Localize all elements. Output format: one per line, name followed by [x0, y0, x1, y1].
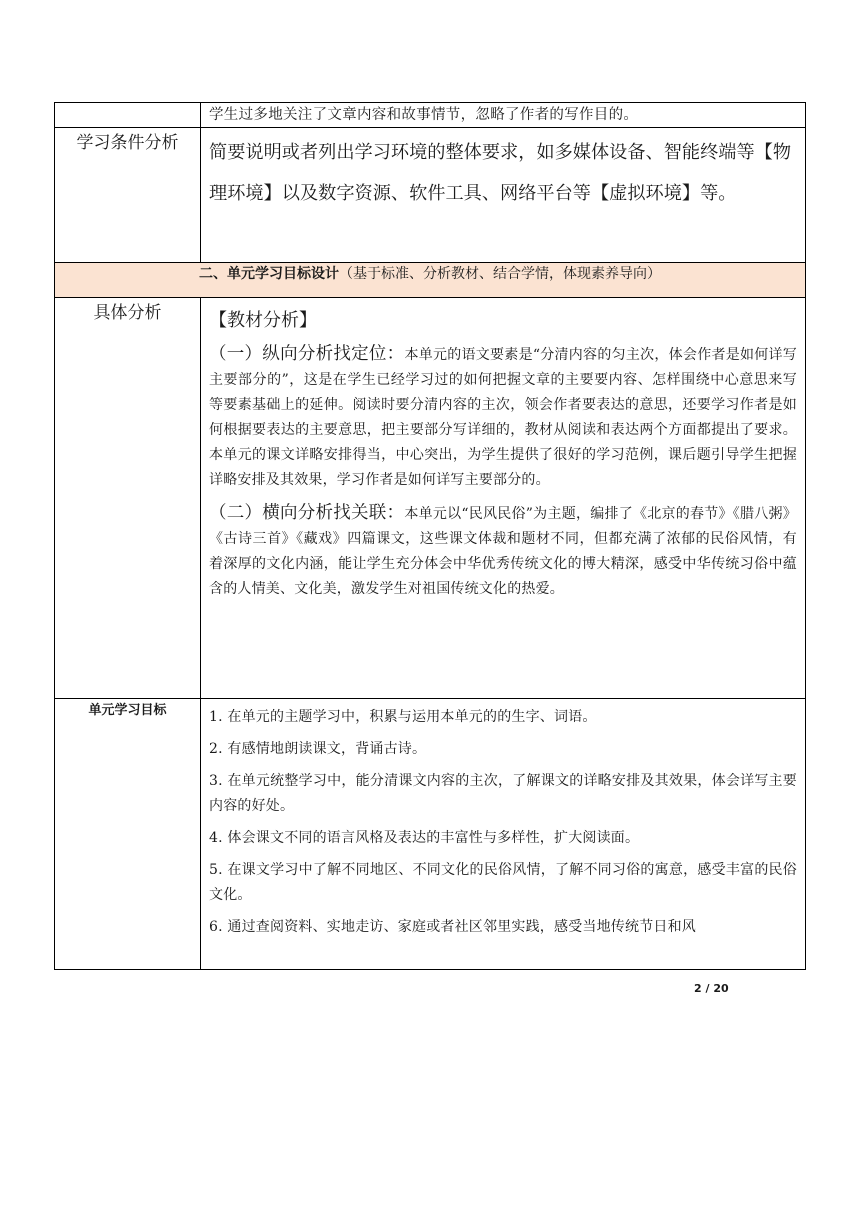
- empty-label-cell: [55, 103, 201, 128]
- analysis-part2: [209, 501, 797, 602]
- learning-conditions-label: 学习条件分析: [55, 128, 201, 263]
- table-row: [55, 103, 806, 128]
- table-row: [55, 298, 806, 699]
- goal-item: 3. 在单元统整学习中，能分清课文内容的主次，了解课文的详略安排及其效果，体会详写主要内容的好处。: [209, 773, 797, 814]
- learning-conditions-cell: [201, 128, 806, 263]
- goal-item: 1. 在单元的主题学习中，积累与运用本单元的的生字、词语。: [209, 709, 597, 725]
- table-row: [55, 128, 806, 263]
- student-analysis-tail-cell: [201, 103, 806, 128]
- section-header-subtitle: （基于标准、分析教材、结合学情，体现素养导向）: [339, 266, 661, 282]
- goal-item: 6. 通过查阅资料、实地走访、家庭或者社区邻里实践，感受当地传统节日和风: [209, 919, 697, 935]
- analysis-part1-text: 本单元的语文要素是“分清内容的匀主次，体会作者是如何详写主要部分的”，这是在学生已经学习过的如何把握文章的主要要内容、怎样围绕中心意思来写等要素基础上的延伸。阅读时要分清内容的主次，领会作者要表达的意思，还要学习作者是如何根据要表达的主要意思，把主要部分写详细的，教材从阅读和表达两个方面都提出了要求。本单元的课文详略安排得当，中心突出，为学生提供了很好的学习范例，课后题引导学生把握详略安排及其效果，学习作者是如何详写主要部分的。: [209, 347, 797, 488]
- table-row: [55, 699, 806, 970]
- student-analysis-tail-text: 学生过多地关注了文章内容和故事情节，忽略了作者的写作目的。: [209, 107, 639, 123]
- page-number: 2 / 20: [694, 982, 729, 995]
- goals-cell: [201, 699, 806, 970]
- section-header-row: [55, 263, 806, 298]
- analysis-label: 具体分析: [55, 298, 201, 699]
- section-header-cell: [55, 263, 806, 298]
- goal-item: 2. 有感情地朗读课文，背诵古诗。: [209, 741, 427, 757]
- goal-item: 4. 体会课文不同的语言风格及表达的丰富性与多样性，扩大阅读面。: [209, 830, 640, 846]
- goal-item: 5. 在课文学习中了解不同地区、不同文化的民俗风情，了解不同习俗的寓意，感受丰富的民俗文化。: [209, 862, 797, 903]
- analysis-cell: [201, 298, 806, 699]
- analysis-part2-lead: （二）横向分析找关联：: [209, 503, 405, 523]
- goals-label: 单元学习目标: [55, 699, 201, 970]
- learning-conditions-text: 简要说明或者列出学习环境的整体要求，如多媒体设备、智能终端等【物理环境】以及数字资源、软件工具、网络平台等【虚拟环境】等。: [209, 142, 792, 204]
- analysis-part1-lead: （一）纵向分析找定位：: [209, 344, 405, 364]
- plan-table: [54, 102, 806, 970]
- analysis-part2-text: 本单元以“民风民俗”为主题，编排了《北京的春节》《腊八粥》《古诗三首》《藏戏》四篇课文，这些课文体裁和题材不同，但都充满了浓郁的民俗风情，有着深厚的文化内涵，能让学生充分体会中华优秀传统文化的博大精深，感受中华传统习俗中蕴含的人情美、文化美，激发学生对祖国传统文化的热爱。: [209, 506, 797, 597]
- analysis-heading: 【教材分析】: [209, 310, 317, 331]
- analysis-part1: [209, 342, 797, 493]
- section-header-title: 二、单元学习目标设计: [199, 266, 339, 282]
